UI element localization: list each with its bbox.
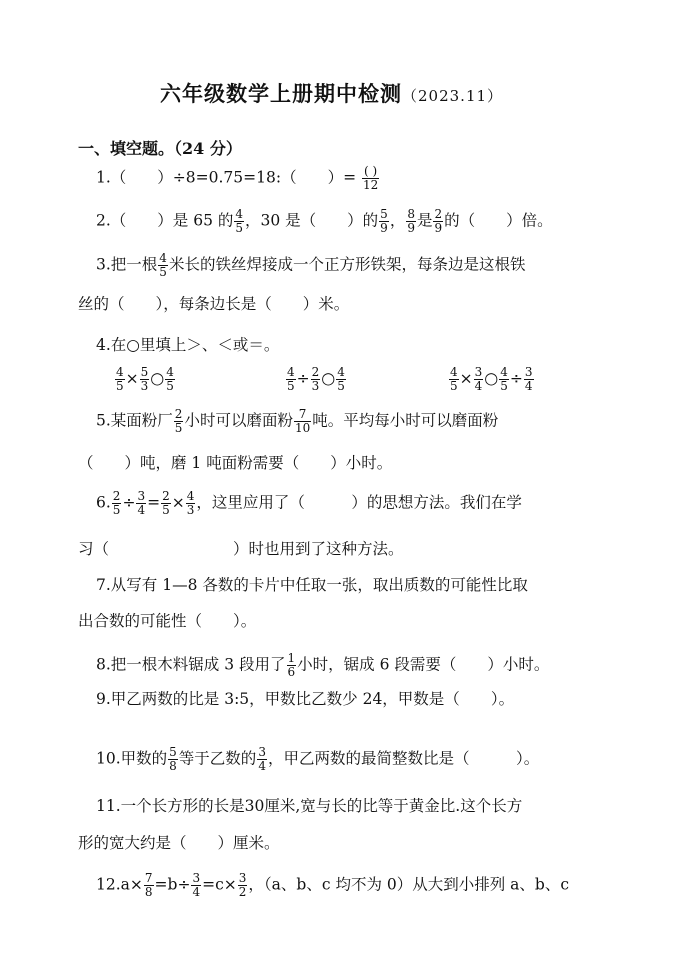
compare-circle-1[interactable]: ○	[150, 368, 165, 388]
q5-text-c: 吨。平均每小时可以磨面粉	[312, 411, 499, 430]
question-6: 6. $\frac{2}{5}$ ÷ $\frac{3}{4}$ = $\frac{2}{5}$ × $\frac{4}{3}$ ，这里应用了（ ）的思想方法。我们在学	[96, 489, 522, 517]
question-8	[96, 652, 549, 679]
question-12: 12.a× $\frac{7}{8}$ =b÷ $\frac{3}{4}$ =c× $\frac{3}{2}$ ，（a、b、c 均不为 0）从大到小排列 a、b、c	[96, 871, 570, 899]
q2-frac-3: $\frac{8}{9}$	[407, 207, 415, 235]
q5-frac-2: $\frac{7}{10}$	[294, 407, 311, 435]
q10-text-a: 10.甲数的	[96, 749, 168, 768]
q4-expression-1: $\frac{4}{5}$ × $\frac{5}{3}$ ○ $\frac{4}{5}$	[116, 365, 174, 393]
q10-text-c: ，甲乙两数的最简整数比是（ ）。	[267, 749, 540, 768]
question-6-line-2: 习（ ）时也用到了这种方法。	[78, 540, 404, 558]
q1-text: 1.（ ）÷8=0.75=18:（ ）=	[96, 168, 357, 187]
q2-text-b: ，30 是（ ）的	[245, 211, 379, 230]
q5-frac-1: $\frac{2}{5}$	[174, 407, 183, 435]
q8-frac: $\frac{1}{6}$	[287, 651, 296, 679]
q2-text-c: ，	[389, 211, 406, 230]
q8-text-b: 小时，锯成 6 段需要（ ）小时。	[297, 655, 550, 674]
question-7-line-2: 出合数的可能性（ ）。	[78, 612, 257, 630]
q2-text-d: 是	[416, 211, 433, 230]
q5-text-b: 小时可以磨面粉	[184, 411, 293, 430]
page-title	[160, 78, 503, 108]
question-1	[96, 165, 380, 192]
compare-circle-2[interactable]: ○	[321, 368, 336, 388]
q2-text-e: 的（ ）倍。	[444, 211, 553, 230]
q6-text-b: ，这里应用了（ ）的思想方法。我们在学	[196, 493, 522, 512]
title-year: （2023.11）	[402, 87, 504, 105]
q1-fraction: $\frac{( )}{12}$	[363, 164, 379, 192]
q8-text-a: 8.把一根木料锯成 3 段用了	[96, 655, 286, 674]
q12-text-d: ，（a、b、c 均不为 0）从大到小排列 a、b、c	[248, 875, 570, 894]
question-10	[96, 746, 539, 773]
q2-frac-1: $\frac{4}{5}$	[235, 207, 244, 235]
q2-frac-4: $\frac{2}{9}$	[434, 207, 443, 235]
q4-expression-2: $\frac{4}{5}$ ÷ $\frac{2}{3}$ ○ $\frac{4}{5}$	[287, 365, 345, 393]
question-2	[96, 208, 553, 235]
section-heading: 一、填空题。（24 分）	[78, 139, 242, 158]
question-9: 9.甲乙两数的比是 3:5，甲数比乙数少 24，甲数是（ ）。	[96, 690, 515, 708]
q5-text-a: 5.某面粉厂	[96, 411, 173, 430]
question-11-line-2: 形的宽大约是（ ）厘米。	[78, 834, 280, 852]
question-5-line-2: （ ）吨，磨 1 吨面粉需要（ ）小时。	[78, 454, 393, 472]
q10-frac-1: $\frac{5}{8}$	[169, 745, 177, 773]
q4-expression-3: $\frac{4}{5}$ × $\frac{3}{4}$ ○ $\frac{4}{5}$ ÷ $\frac{3}{4}$	[450, 365, 533, 393]
question-3	[96, 252, 525, 279]
title-main: 六年级数学上册期中检测	[160, 81, 402, 106]
question-7: 7.从写有 1—8 各数的卡片中任取一张，取出质数的可能性比取	[96, 576, 528, 594]
q10-text-b: 等于乙数的	[178, 749, 257, 768]
q3-text-b: 米长的铁丝焊接成一个正方形铁架，每条边是这根铁	[168, 255, 526, 274]
question-4: 4.在○里填上＞、＜或＝。	[96, 336, 280, 354]
q2-text-a: 2.（ ）是 65 的	[96, 211, 234, 230]
q2-frac-2: $\frac{5}{9}$	[380, 207, 388, 235]
question-3-line-2: 丝的（ ），每条边长是（ ）米。	[78, 295, 350, 313]
q3-text-a: 3.把一根	[96, 255, 158, 274]
compare-circle-3[interactable]: ○	[484, 368, 499, 388]
question-5	[96, 408, 498, 435]
q10-frac-2: $\frac{3}{4}$	[258, 745, 266, 773]
question-11: 11.一个长方形的长是30厘米,宽与长的比等于黄金比.这个长方	[96, 797, 523, 815]
q3-frac: $\frac{4}{5}$	[159, 251, 167, 279]
